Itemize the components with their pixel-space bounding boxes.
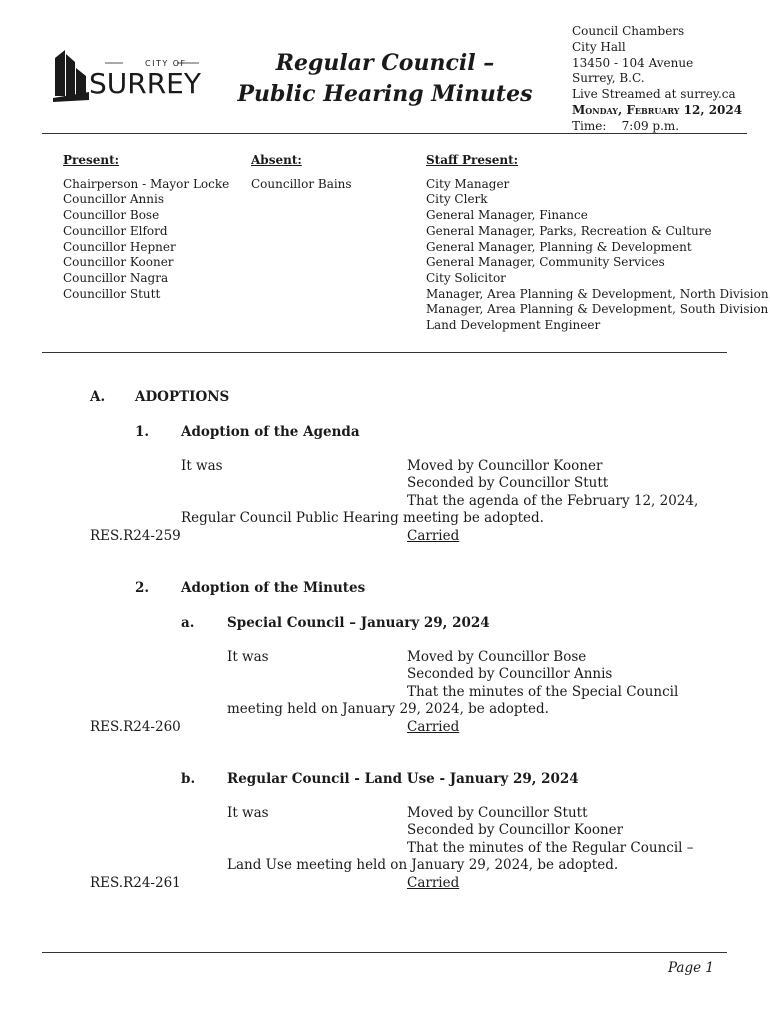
logo-small-text: CITY OF (145, 59, 187, 68)
seconded-by: Seconded by Councillor Stutt (407, 475, 609, 492)
carried-status: Carried (407, 528, 460, 544)
subitem-letter: a. (181, 615, 195, 631)
staff-member: Land Development Engineer (426, 318, 601, 333)
info-line: Live Streamed at surrey.ca (572, 87, 736, 102)
absent-heading: Absent: (251, 153, 302, 167)
seconded-by: Seconded by Councillor Annis (407, 666, 613, 683)
meeting-info (572, 24, 742, 135)
city-logo (53, 46, 203, 104)
logo-large-text: SURREY (89, 67, 201, 100)
page-number: Page 1 (667, 960, 714, 976)
staff-member: General Manager, Community Services (426, 255, 665, 270)
moved-by: Moved by Councillor Stutt (407, 805, 588, 821)
item-title: Adoption of the Minutes (181, 580, 366, 596)
resolution-number: RES.R24-260 (90, 719, 181, 735)
motion-block (407, 458, 698, 510)
it-was: It was (181, 458, 223, 474)
moved-by: Moved by Councillor Kooner (407, 458, 603, 474)
title-line-2: Public Hearing Minutes (237, 81, 533, 107)
info-line: City Hall (572, 39, 626, 54)
subitem-title: Regular Council - Land Use - January 29, 2024 (227, 771, 579, 787)
present-member: Councillor Annis (63, 192, 164, 207)
subitem-title: Special Council – January 29, 2024 (227, 615, 490, 631)
section-title: ADOPTIONS (135, 389, 230, 405)
motion-text: That the minutes of the Regular Council – (407, 839, 694, 856)
present-member: Councillor Stutt (63, 286, 161, 301)
info-line: 13450 - 104 Avenue (572, 55, 694, 70)
absent-member: Councillor Bains (251, 176, 352, 191)
motion-text: That the minutes of the Special Council (407, 683, 679, 700)
surrey-logo-icon (53, 46, 203, 104)
staff-member: Manager, Area Planning & Development, South Division (426, 302, 769, 317)
header-divider (42, 133, 747, 134)
staff-column (426, 153, 769, 334)
present-column (63, 153, 229, 302)
info-line: Surrey, B.C. (572, 71, 645, 86)
present-member: Councillor Bose (63, 208, 160, 223)
resolution-number: RES.R24-259 (90, 528, 181, 544)
item-title: Adoption of the Agenda (181, 424, 360, 440)
title-line-1: Regular Council – (275, 50, 495, 76)
staff-member: City Manager (426, 176, 510, 191)
staff-member: General Manager, Finance (426, 208, 588, 223)
motion-continuation: meeting held on January 29, 2024, be adopted. (227, 701, 549, 717)
page-title (230, 48, 540, 110)
footer-divider (42, 952, 727, 953)
staff-member: City Solicitor (426, 270, 506, 285)
motion-block (407, 649, 678, 701)
subitem-letter: b. (181, 771, 196, 787)
present-member: Councillor Elford (63, 223, 168, 238)
staff-member: Manager, Area Planning & Development, North Division (426, 286, 769, 301)
staff-heading: Staff Present: (426, 153, 519, 167)
present-member: Councillor Nagra (63, 270, 169, 285)
info-line: Council Chambers (572, 24, 685, 38)
absent-column (251, 153, 352, 192)
staff-member: City Clerk (426, 192, 488, 207)
item-number: 1. (135, 424, 150, 440)
present-member: Councillor Hepner (63, 239, 176, 254)
item-number: 2. (135, 580, 150, 596)
present-heading: Present: (63, 153, 120, 167)
present-member: Chairperson - Mayor Locke (63, 176, 230, 191)
staff-member: General Manager, Parks, Recreation & Culture (426, 223, 712, 238)
staff-member: General Manager, Planning & Development (426, 239, 692, 254)
attendance-divider (42, 352, 727, 353)
carried-status: Carried (407, 719, 460, 735)
motion-text: That the agenda of the February 12, 2024, (407, 492, 699, 509)
moved-by: Moved by Councillor Bose (407, 649, 587, 665)
meeting-date: Monday, February 12, 2024 (572, 102, 743, 117)
motion-block (407, 805, 694, 857)
resolution-number: RES.R24-261 (90, 875, 181, 891)
motion-continuation: Regular Council Public Hearing meeting be adopted. (181, 510, 544, 526)
carried-status: Carried (407, 875, 460, 891)
time-label: Time: (572, 118, 607, 133)
motion-continuation: Land Use meeting held on January 29, 2024, be adopted. (227, 857, 619, 873)
section-letter: A. (90, 389, 106, 405)
it-was: It was (227, 649, 269, 665)
time-value: 7:09 p.m. (621, 118, 680, 133)
it-was: It was (227, 805, 269, 821)
present-member: Councillor Kooner (63, 255, 174, 270)
seconded-by: Seconded by Councillor Kooner (407, 822, 624, 839)
